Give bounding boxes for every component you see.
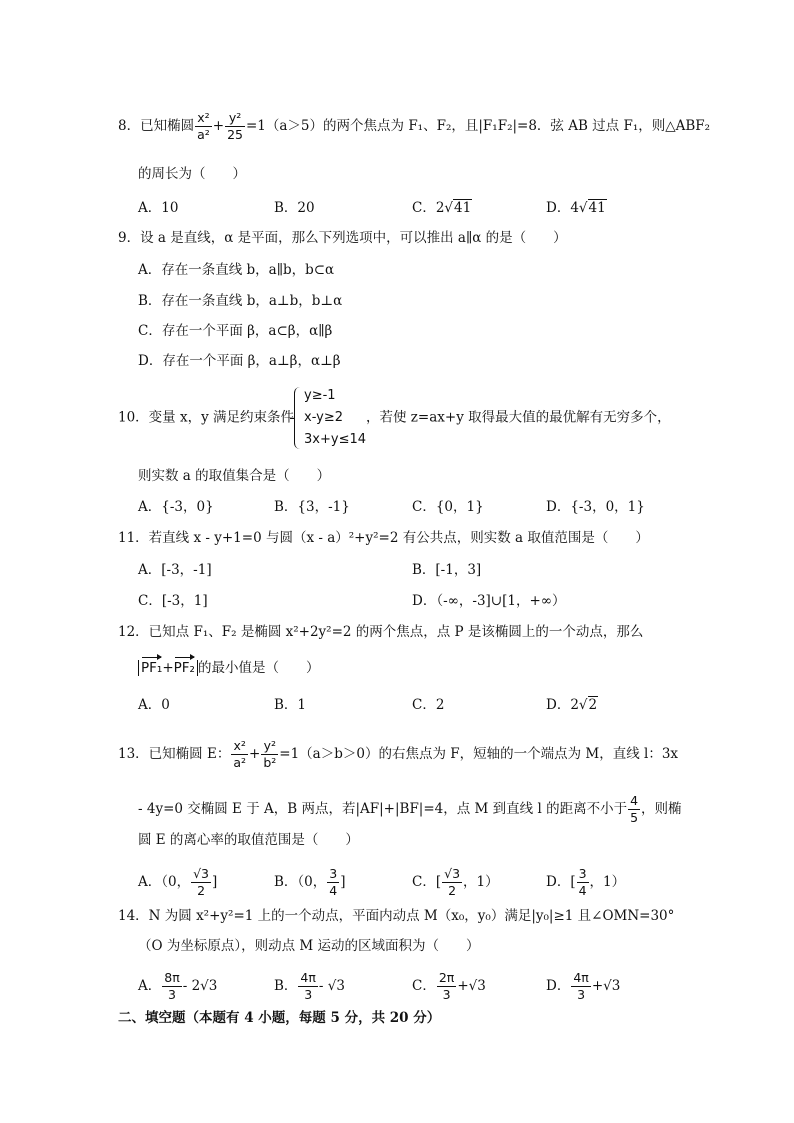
fraction-numerator: x² xyxy=(231,738,248,755)
vector-pf2: PF₂ xyxy=(174,656,195,678)
question-number: 8． xyxy=(118,118,141,134)
question-12-option-d xyxy=(546,695,598,715)
question-9-option-a: A．存在一条直线 b，a∥b，b⊂α xyxy=(138,262,335,278)
question-11-option-a: A．[-3，-1] xyxy=(138,562,212,578)
question-8-option-c xyxy=(412,198,472,218)
question-9-line-1: 9．设 a 是直线，α 是平面，那么下列选项中，可以推出 a∥α 的是（ ） xyxy=(118,230,567,246)
question-13-option-b xyxy=(274,866,346,899)
fraction-numerator: 2π xyxy=(438,970,455,985)
question-13-option-d xyxy=(546,866,625,899)
question-13-line-3: 圆 E 的离心率的取值范围是（ ） xyxy=(138,832,359,848)
question-text: =1（a＞b＞0）的右焦点为 F，短轴的一个端点为 M，直线 l：3x xyxy=(279,746,679,762)
question-11-option-c: C．[-3，1] xyxy=(138,593,208,609)
question-11-option-d: D．（-∞，-3]∪[1，+∞） xyxy=(412,593,566,609)
question-10-option-a: A．{-3，0} xyxy=(138,499,214,515)
option-fraction xyxy=(442,866,462,899)
sqrt-expression: √41 xyxy=(578,200,606,216)
option-label: A． xyxy=(138,978,162,994)
fraction-denominator: a² xyxy=(197,127,210,142)
option-fraction xyxy=(577,866,589,899)
option-suffix: ] xyxy=(212,874,218,890)
question-8-option-b: B．20 xyxy=(274,200,315,216)
constraint-3: 3x+y≤14 xyxy=(304,432,367,447)
fraction-denominator: a² xyxy=(233,755,246,770)
question-13-line-2 xyxy=(138,793,682,826)
question-9-option-c: C．存在一个平面 β，a⊂β，α∥β xyxy=(138,323,333,339)
question-9-option-d: D．存在一个平面 β，a⊥β，α⊥β xyxy=(138,353,341,369)
sqrt-expression: √41 xyxy=(444,200,472,216)
question-text: 已知椭圆 xyxy=(140,118,195,134)
question-13-option-a xyxy=(138,866,217,899)
option-fraction xyxy=(571,970,590,1003)
option-suffix: +√3 xyxy=(591,978,621,994)
fraction-denominator: 3 xyxy=(168,987,176,1002)
question-12-option-b: B．1 xyxy=(274,697,307,713)
fraction-numerator: 3 xyxy=(578,866,587,881)
option-label: C．[ xyxy=(412,874,442,890)
option-label: D． xyxy=(546,978,571,994)
fraction-numerator: 4 xyxy=(630,793,639,808)
question-9-option-b: B．存在一条直线 b，a⊥b，b⊥α xyxy=(138,293,343,309)
constraint-system xyxy=(294,385,366,451)
fraction-denominator: 25 xyxy=(227,127,243,142)
option-label: B． xyxy=(274,978,298,994)
option-fraction xyxy=(298,970,317,1003)
fraction-denominator: 4 xyxy=(329,883,338,898)
question-text: ，则椭 xyxy=(641,801,682,817)
fraction-x2-a2 xyxy=(195,110,212,143)
option-label: D．2 xyxy=(546,697,579,713)
question-text: =1（a＞5）的两个焦点为 F₁、F₂，且|F₁F₂|=8．弦 AB 过点 F₁，则△ABF₂ xyxy=(245,118,711,134)
question-text: 的最小值是（ ） xyxy=(197,660,320,676)
question-10-line-2: 则实数 a 的取值集合是（ ） xyxy=(138,468,331,484)
option-suffix: ，1） xyxy=(589,874,626,890)
fraction-numerator: √3 xyxy=(193,866,210,881)
option-label: C．2 xyxy=(412,200,445,216)
option-label: B．（0， xyxy=(274,874,327,890)
fraction-denominator: 2 xyxy=(197,883,206,898)
question-text: 13．已知椭圆 E： xyxy=(118,746,231,762)
question-text: ，若使 z=ax+y 取得最大值的最优解有无穷多个， xyxy=(366,409,671,426)
question-12-line-2 xyxy=(138,656,319,678)
radicand: 41 xyxy=(588,200,606,216)
fraction-denominator: 4 xyxy=(578,883,587,898)
question-8-line-1 xyxy=(118,110,710,143)
option-fraction xyxy=(191,866,211,899)
radicand: 41 xyxy=(454,200,472,216)
question-text: - 4y=0 交椭圆 E 于 A，B 两点，若|AF|+|BF|=4，点 M 到直线 l 的距离不小于 xyxy=(138,801,628,817)
question-10-option-b: B．{3，-1} xyxy=(274,499,350,515)
fraction-denominator: 3 xyxy=(577,987,586,1002)
fraction-numerator: 4π xyxy=(573,970,589,985)
sqrt-expression: √2 xyxy=(578,697,598,713)
question-8-line-2: 的周长为（ ） xyxy=(138,166,246,182)
fraction-4-5 xyxy=(628,793,640,826)
question-14-option-a xyxy=(138,970,217,1003)
constraint-2: x-y≥2 xyxy=(304,410,344,425)
fraction-y2-b2 xyxy=(261,738,278,771)
fraction-denominator: 3 xyxy=(304,987,313,1002)
option-suffix: ，1） xyxy=(463,874,499,890)
constraint-1: y≥-1 xyxy=(304,388,336,403)
section-heading-fill-in: 二、填空题（本题有 4 小题，每题 5 分，共 20 分） xyxy=(118,1010,441,1026)
question-14-option-d xyxy=(546,970,620,1003)
option-fraction xyxy=(162,970,181,1003)
question-13-line-1 xyxy=(118,738,678,771)
question-12-option-c: C．2 xyxy=(412,697,445,713)
question-8-option-a: A．10 xyxy=(138,200,179,216)
plus-sign: + xyxy=(249,746,261,762)
fraction-numerator: 3 xyxy=(329,866,338,881)
question-11-line-1: 11．若直线 x - y+1=0 与圆（x - a）²+y²=2 有公共点，则实数 a 取值范围是（ ） xyxy=(118,530,649,546)
fraction-numerator: y² xyxy=(225,110,245,127)
fraction-x2-a2 xyxy=(231,738,248,771)
fraction-numerator: y² xyxy=(261,738,278,755)
vector-pf1: PF₁ xyxy=(141,656,162,678)
question-13-option-c xyxy=(412,866,499,899)
option-suffix: +√3 xyxy=(457,978,486,994)
fraction-denominator: 2 xyxy=(448,883,457,898)
question-text: 10．变量 x，y 满足约束条件 xyxy=(118,409,295,426)
option-fraction xyxy=(327,866,339,899)
fraction-denominator: b² xyxy=(263,755,277,770)
question-10-option-d: D．{-3，0，1} xyxy=(546,499,645,515)
question-14-line-1: 14．N 为圆 x²+y²=1 上的一个动点，平面内动点 M（x₀，y₀）满足|y₀|≥1 且∠OMN=30° xyxy=(118,908,675,924)
option-label: C． xyxy=(412,978,436,994)
fraction-numerator: 8π xyxy=(164,970,180,985)
radicand: 2 xyxy=(588,697,598,713)
fraction-y2-25 xyxy=(225,110,245,143)
option-suffix: - √3 xyxy=(318,978,345,994)
option-label: D．[ xyxy=(546,874,576,890)
plus-sign: + xyxy=(212,118,225,134)
question-14-line-2: （O 为坐标原点），则动点 M 运动的区域面积为（ ） xyxy=(138,938,480,954)
fraction-numerator: 4π xyxy=(300,970,316,985)
option-suffix: - 2√3 xyxy=(182,978,218,994)
question-12-option-a: A．0 xyxy=(138,697,170,713)
question-10-line-1 xyxy=(118,385,671,451)
fraction-numerator: √3 xyxy=(444,866,461,881)
option-label: D．4 xyxy=(546,200,579,216)
fraction-denominator: 5 xyxy=(630,810,639,825)
vector-magnitude: PF₁+PF₂ xyxy=(138,660,198,676)
fraction-denominator: 3 xyxy=(442,987,451,1002)
question-14-option-c xyxy=(412,970,486,1003)
option-label: A．（0， xyxy=(138,874,191,890)
question-11-option-b: B．[-1，3] xyxy=(412,562,482,578)
left-brace xyxy=(294,387,302,449)
fraction-numerator: x² xyxy=(195,110,212,127)
question-10-option-c: C．{0，1} xyxy=(412,499,484,515)
question-12-line-1: 12．已知点 F₁、F₂ 是椭圆 x²+2y²=2 的两个焦点，点 P 是该椭圆上的一个动点，那么 xyxy=(118,624,644,640)
option-suffix: ] xyxy=(340,874,346,890)
question-14-option-b xyxy=(274,970,345,1003)
option-fraction xyxy=(437,970,456,1003)
question-8-option-d xyxy=(546,198,607,218)
